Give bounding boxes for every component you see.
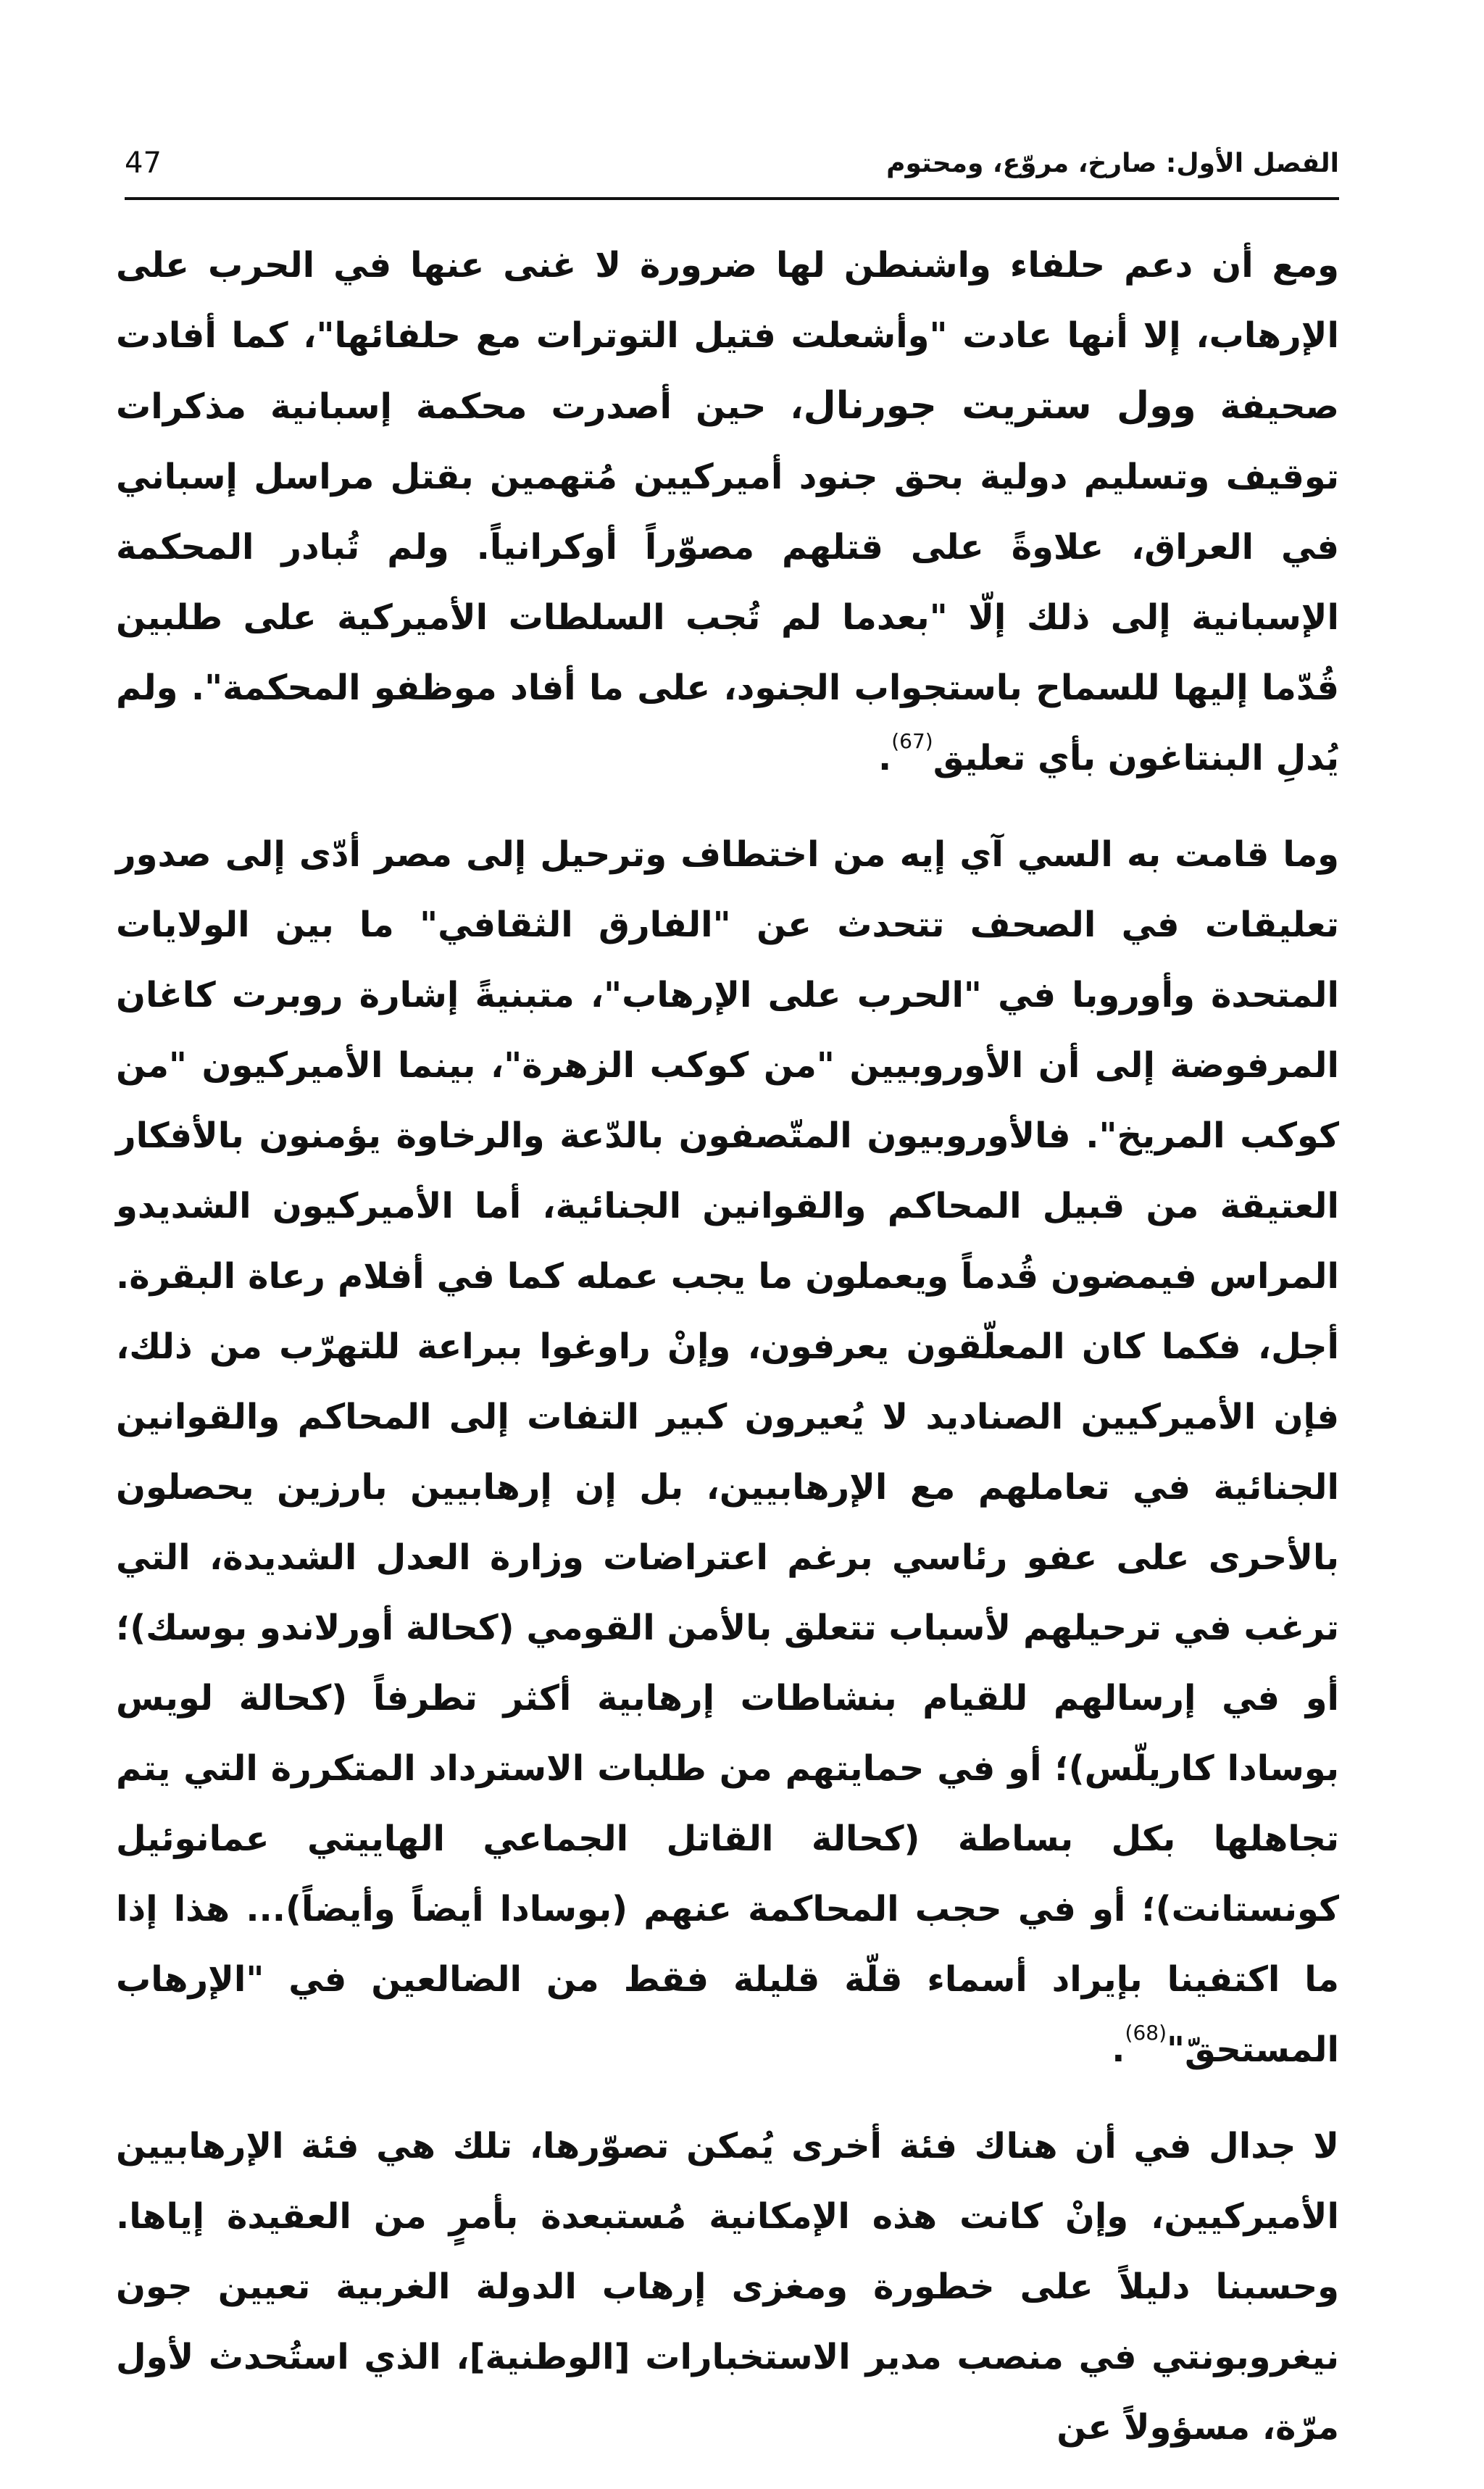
chapter-title: الفصل الأول: صارخ، مروّع، ومحتوم bbox=[886, 148, 1339, 178]
paragraph-1 bbox=[116, 230, 1339, 794]
header-divider bbox=[125, 197, 1339, 200]
paragraph-3 bbox=[116, 2111, 1339, 2463]
page-number: 47 bbox=[125, 146, 162, 180]
paragraph-2 bbox=[116, 820, 1339, 2085]
paragraph-1-text-end: ، حين أصدرت محكمة إسبانية مذكرات توقيف وتسليم دولية بحق جنود أميركيين مُتهمين بقتل مراسل إسباني في العراق، علاوةً على قتلهم مصوّراً أوكرانياً. ولم تُبادر المحكمة الإسبانية إلى ذلك إلّا "بعدما لم تُجب السلطات الأميركية على طلبين قُدّما إليها للسماح باستجواب الجنود، على ما أفاد موظفو المحكمة". ولم يُدلِ البنتاغون بأي تعليق bbox=[116, 386, 1339, 778]
footnote-ref-68: (68) bbox=[1125, 2021, 1167, 2045]
paragraph-3-text: لا جدال في أن هناك فئة أخرى يُمكن تصوّرها، تلك هي فئة الإرهابيين الأميركيين، وإنْ كانت هذه الإمكانية مُستبعدة بأمرٍ من العقيدة إياها. وحسبنا دليلاً على خطورة ومغزى إرهاب الدولة الغربية تعيين جون نيغروبونتي في منصب مدير الاستخبارات [الوطنية]، الذي استُحدث لأول مرّة، مسؤولاً عن bbox=[116, 2126, 1339, 2448]
footnote-ref-67: (67) bbox=[891, 729, 933, 753]
body-text bbox=[116, 230, 1339, 2489]
paragraph-1-terminal: . bbox=[878, 738, 892, 778]
paragraph-2-text: وما قامت به السي آي إيه من اختطاف وترحيل إلى مصر أدّى إلى صدور تعليقات في الصحف تتحدث عن "الفارق الثقافي" ما بين الولايات المتحدة وأوروبا في "الحرب على الإرهاب"، متبنيةً إشارة روبرت كاغان المرفوضة إلى أن الأوروبيين "من كوكب الزهرة"، بينما الأميركيون "من كوكب المريخ". فالأوروبيون المتّصفون بالدّعة والرخاوة يؤمنون بالأفكار العتيقة من قبيل المحاكم والقوانين الجنائية، أما الأميركيون الشديدو المراس فيمضون قُدماً ويعملون ما يجب عمله كما في أفلام رعاة البقرة. أجل، فكما كان المعلّقون يعرفون، وإنْ راوغوا ببراعة للتهرّب من ذلك، فإن الأميركيين الصناديد لا يُعيرون كبير التفات إلى المحاكم والقوانين الجنائية في تعاملهم مع الإرهابيين، بل إن إرهابيين بارزين يحصلون بالأحرى على عفو رئاسي برغم اعتراضات وزارة العدل الشديدة، التي ترغب في ترحيلهم لأسباب تتعلق بالأمن القومي (كحالة أورلاندو بوسك)؛ أو في إرسالهم للقيام بنشاطات إرهابية أكثر تطرفاً (كحالة لويس بوسادا كاريلّس)؛ أو في حمايتهم من طلبات الاسترداد المتكررة التي يتم تجاهلها بكل بساطة (كحالة القاتل الجماعي الهاييتي عمانوئيل كونستانت)؛ أو في حجب المحاكمة عنهم (بوسادا أيضاً وأيضاً)... هذا إذا ما اكتفينا بإيراد أسماء قلّة قليلة فقط من الضالعين في "الإرهاب المستحقّ" bbox=[116, 834, 1339, 2070]
running-header bbox=[125, 138, 1339, 188]
paragraph-2-terminal: . bbox=[1112, 2029, 1125, 2070]
newspaper-name: وول ستريت جورنال bbox=[803, 384, 1196, 428]
paragraph-1-text-start: ومع أن دعم حلفاء واشنطن لها ضرورة لا غنى عنها في الحرب على الإرهاب، إلا أنها عادت "وأشعلت فتيل التوترات مع حلفائها"، كما أفادت صحيفة bbox=[116, 245, 1340, 427]
